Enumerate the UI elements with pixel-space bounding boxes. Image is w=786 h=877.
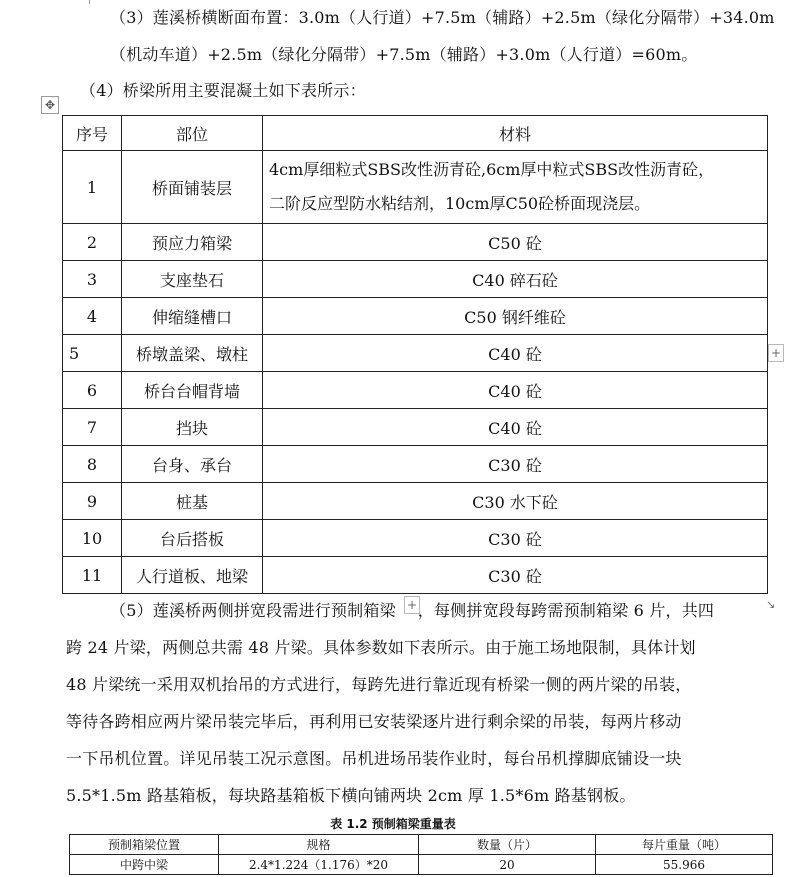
table-header-cell: 材料: [263, 116, 768, 151]
table-caption: 表 1.2 预制箱梁重量表: [330, 817, 456, 831]
part-cell: 挡块: [122, 409, 263, 446]
paragraph-line: 一下吊机位置。详见吊装工况示意图。吊机进场吊装作业时，每台吊机撑脚底铺设一块: [66, 749, 682, 768]
table-cell: 中跨中梁: [70, 855, 219, 875]
table-row: [63, 335, 768, 372]
row-number-cell: 5: [63, 335, 122, 372]
material-cell: C40 砼: [263, 372, 768, 409]
part-cell: 人行道板、地梁: [122, 557, 263, 594]
row-number-cell: 9: [63, 483, 122, 520]
part-cell: 桥台台帽背墙: [122, 372, 263, 409]
table-header-row: [70, 835, 773, 855]
row-number-cell: 11: [63, 557, 122, 594]
table-row: [63, 520, 768, 557]
part-cell: 台身、承台: [122, 446, 263, 483]
table-row: [63, 298, 768, 335]
paragraph-concrete-intro: [80, 72, 786, 109]
table-move-handle-icon[interactable]: ✥: [41, 96, 59, 114]
paragraph-line: [66, 592, 778, 629]
paragraph-line: 48 片梁统一采用双机抬吊的方式进行，每跨先进行靠近现有桥梁一侧的两片梁的吊装，: [66, 675, 692, 694]
table-row: [70, 855, 773, 875]
row-number-cell: 8: [63, 446, 122, 483]
table-header-cell: 序号: [63, 116, 122, 151]
row-number-cell: 2: [63, 224, 122, 261]
part-cell: 桥面铺装层: [122, 151, 263, 224]
paragraph-line: （机动车道）+2.5m（绿化分隔带）+7.5m（辅路）+3.0m（人行道）=60m。: [110, 45, 698, 64]
line-segment: （5）莲溪桥两侧拼宽段需进行预制箱梁: [110, 601, 396, 620]
table-row: [63, 446, 768, 483]
table-cell: 2.4*1.224（1.176）*20: [219, 855, 419, 875]
table-header-cell: 每片重量（吨）: [596, 835, 773, 855]
material-cell: C30 水下砼: [263, 483, 768, 520]
table-header-cell: 规格: [219, 835, 419, 855]
table-row: [63, 151, 768, 224]
table-header-cell: 部位: [122, 116, 263, 151]
material-cell: C40 碎石砼: [263, 261, 768, 298]
paragraph-line: 5.5*1.5m 路基箱板，每块路基箱板下横向铺两块 2cm 厚 1.5*6m 路基钢板。: [66, 786, 636, 805]
concrete-materials-table: [62, 115, 768, 594]
material-cell: C30 砼: [263, 520, 768, 557]
table-row: [63, 409, 768, 446]
row-number-cell: 6: [63, 372, 122, 409]
row-number-cell: 4: [63, 298, 122, 335]
material-cell: [263, 151, 768, 224]
table-row: [63, 224, 768, 261]
row-number-cell: 7: [63, 409, 122, 446]
paragraph-precast-beams: [66, 592, 778, 814]
material-cell: C50 砼: [263, 224, 768, 261]
part-cell: 桥墩盖梁、墩柱: [122, 335, 263, 372]
line-segment: ，每侧拼宽段每跨需预制箱梁 6 片，共四: [417, 601, 715, 620]
part-cell: 台后搭板: [122, 520, 263, 557]
table-cell: 20: [419, 855, 596, 875]
row-number-cell: 10: [63, 520, 122, 557]
table-header-cell: 预制箱梁位置: [70, 835, 219, 855]
material-cell: C50 钢纤维砼: [263, 298, 768, 335]
table-cell: 55.966: [596, 855, 773, 875]
paragraph-line: 跨 24 片梁，两侧总共需 48 片梁。具体参数如下表所示。由于施工场地限制，具体计划: [66, 638, 696, 657]
part-cell: 桩基: [122, 483, 263, 520]
table-header-row: [63, 116, 768, 151]
table-resize-icon[interactable]: ↘: [766, 598, 776, 611]
material-cell: C40 砼: [263, 335, 768, 372]
part-cell: 预应力箱梁: [122, 224, 263, 261]
material-cell: C40 砼: [263, 409, 768, 446]
table-row: [63, 372, 768, 409]
table-row: [63, 557, 768, 594]
table-row: [63, 261, 768, 298]
row-number-cell: 3: [63, 261, 122, 298]
paragraph-line: 等待各跨相应两片梁吊装完毕后，再利用已安装梁逐片进行剩余梁的吊装，每两片移动: [66, 712, 682, 731]
paragraph-line: （3）莲溪桥横断面布置：3.0m（人行道）+7.5m（辅路）+2.5m（绿化分隔带）+34.0m: [110, 8, 775, 27]
paragraph-line: （4）桥梁所用主要混凝土如下表所示：: [80, 81, 366, 100]
add-column-plus-icon[interactable]: +: [768, 344, 784, 362]
add-row-plus-icon[interactable]: +: [404, 596, 420, 614]
paragraph-cross-section: [66, 0, 778, 73]
table-header-cell: 数量（片）: [419, 835, 596, 855]
table-row: [63, 483, 768, 520]
material-line: 二阶反应型防水粘结剂，10cm厚C50砼桥面现浇层。: [269, 194, 651, 213]
material-cell: C30 砼: [263, 557, 768, 594]
part-cell: 支座垫石: [122, 261, 263, 298]
row-number-cell: 1: [63, 151, 122, 224]
material-line: 4cm厚细粒式SBS改性沥青砼,6cm厚中粒式SBS改性沥青砼，: [269, 160, 715, 179]
material-cell: C30 砼: [263, 446, 768, 483]
beam-weight-table: [69, 834, 773, 875]
part-cell: 伸缩缝槽口: [122, 298, 263, 335]
